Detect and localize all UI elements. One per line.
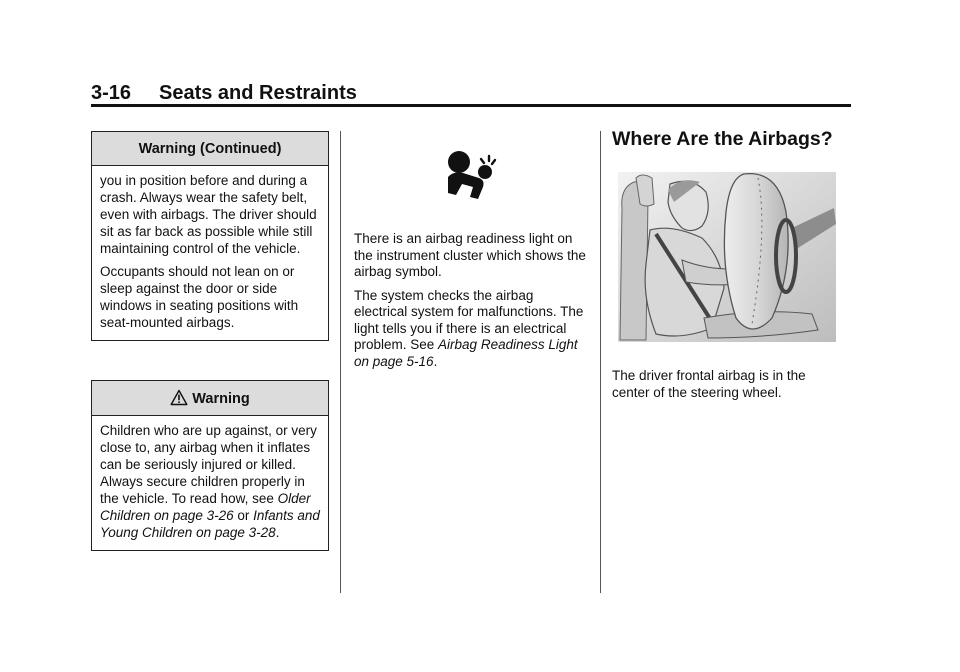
- header-rule: [91, 104, 851, 107]
- driver-frontal-airbag-illustration: [612, 168, 840, 346]
- warning-children-text: Children who are up against, or very close to, any airbag when it inflates can be seriously injured or killed. Always secure children properly in the vehicle. To read how, see Older Children on page 3-26 or Infants and Young Children on page 3-28.: [100, 423, 320, 540]
- middle-column-text: [354, 231, 586, 370]
- warning-continued-para2: Occupants should not lean on or sleep against the door or side windows in seating positions with seat-mounted airbags.: [100, 264, 299, 330]
- airbag-readiness-icon: [441, 147, 501, 205]
- warning-continued-para1: you in position before and during a crash. Always wear the safety belt, even with airbags. The driver should sit as far back as possible while still maintaining control of the vehicle.: [100, 173, 317, 256]
- warning-triangle-icon: [170, 389, 188, 406]
- page-header: [91, 80, 851, 110]
- warning-continued-box: [91, 131, 329, 341]
- airbag-location-caption: The driver frontal airbag is in the center of the steering wheel.: [612, 368, 806, 400]
- system-check-paragraph: The system checks the airbag electrical system for malfunctions. The light tells you if there is an electrical problem. See Airbag Readiness Light on page 5-16.: [354, 287, 584, 369]
- cross-reference-link: Older Children on page 3-26: [100, 491, 311, 523]
- section-heading: Where Are the Airbags?: [612, 128, 833, 150]
- column-divider-right: [600, 131, 601, 593]
- warning-continued-title: Warning (Continued): [92, 132, 328, 166]
- page-number: 3-16: [91, 82, 132, 104]
- column-divider-left: [340, 131, 341, 593]
- warning-children-box: [91, 380, 329, 551]
- warning-children-title: Warning: [192, 391, 250, 407]
- readiness-light-paragraph: There is an airbag readiness light on the instrument cluster which shows the airbag symbol.: [354, 231, 586, 279]
- cross-reference-link: Infants and Young Children on page 3-28: [100, 508, 320, 540]
- cross-reference-link: Airbag Readiness Light on page 5-16: [354, 337, 578, 369]
- section-title: Seats and Restraints: [159, 82, 357, 104]
